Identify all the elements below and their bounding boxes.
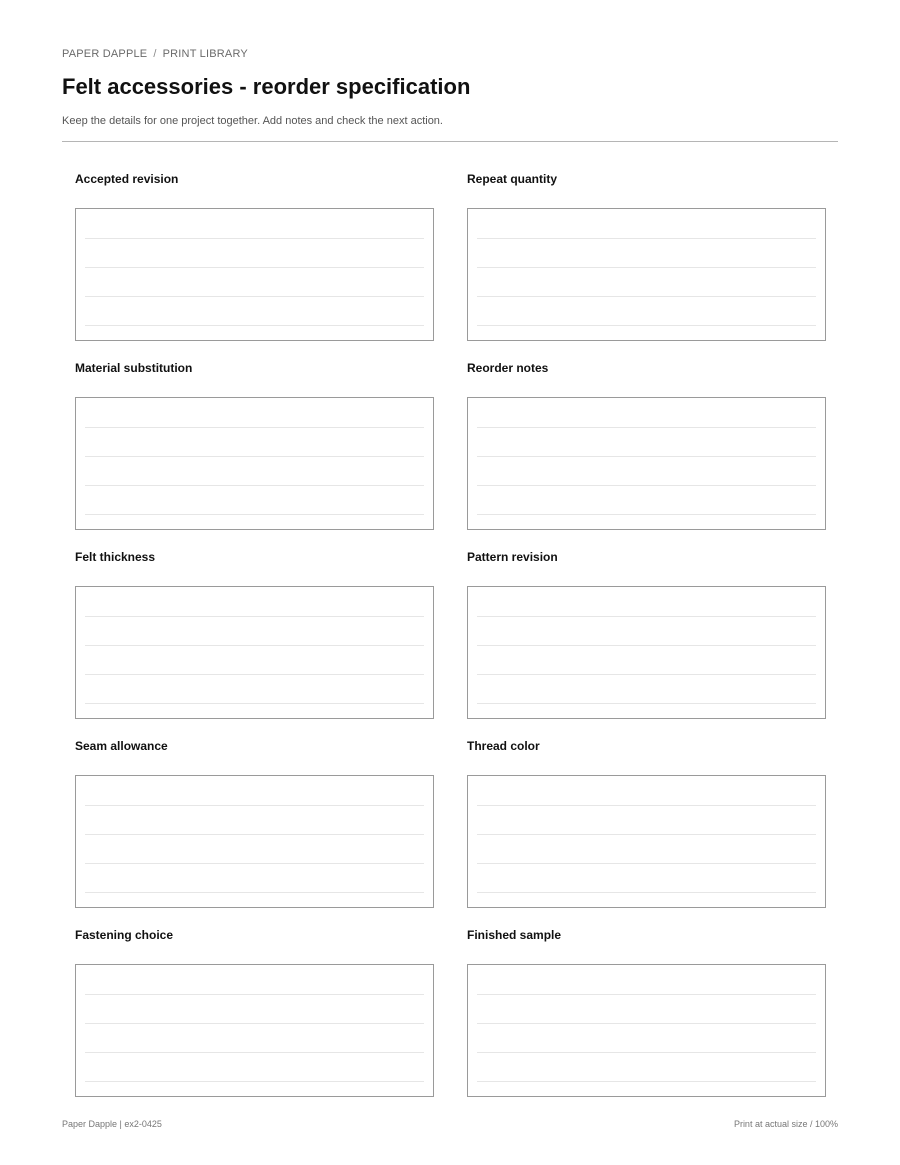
footer-brand-code: Paper Dapple | ex2-0425: [62, 1119, 162, 1129]
writing-line: [477, 863, 816, 864]
writing-line: [477, 805, 816, 806]
field-label: Felt thickness: [75, 550, 156, 564]
writing-line: [477, 834, 816, 835]
writing-line: [85, 1052, 424, 1053]
field-label: Repeat quantity: [467, 172, 558, 186]
field-writing-box[interactable]: [75, 208, 434, 341]
field-label: Reorder notes: [467, 361, 549, 375]
writing-line: [477, 645, 816, 646]
field-block: [467, 928, 826, 1097]
writing-line: [477, 1023, 816, 1024]
writing-line: [85, 1023, 424, 1024]
writing-line: [477, 456, 816, 457]
writing-line: [477, 1081, 816, 1082]
field-label: Material substitution: [75, 361, 193, 375]
fields-grid: [75, 172, 826, 1097]
field-writing-box[interactable]: [75, 964, 434, 1097]
writing-line: [85, 674, 424, 675]
writing-line: [85, 616, 424, 617]
page-title: Felt accessories - reorder specification: [62, 74, 471, 99]
writing-line: [85, 296, 424, 297]
writing-line: [85, 863, 424, 864]
field-writing-box[interactable]: [75, 775, 434, 908]
breadcrumb-section: PRINT LIBRARY: [162, 48, 248, 60]
field-label: Seam allowance: [75, 739, 168, 753]
writing-line: [477, 994, 816, 995]
writing-line: [477, 703, 816, 704]
field-writing-box[interactable]: [467, 586, 826, 719]
writing-line: [477, 325, 816, 326]
writing-line: [85, 994, 424, 995]
writing-line: [85, 485, 424, 486]
writing-line: [477, 296, 816, 297]
field-block: [467, 550, 826, 719]
writing-line: [85, 892, 424, 893]
writing-line: [477, 616, 816, 617]
writing-line: [85, 514, 424, 515]
field-writing-box[interactable]: [467, 775, 826, 908]
writing-line: [477, 427, 816, 428]
header-divider: [62, 141, 838, 142]
writing-line: [85, 456, 424, 457]
field-writing-box[interactable]: [75, 586, 434, 719]
writing-line: [477, 267, 816, 268]
writing-line: [85, 834, 424, 835]
writing-line: [85, 267, 424, 268]
writing-line: [477, 238, 816, 239]
field-writing-box[interactable]: [467, 397, 826, 530]
field-block: [75, 739, 434, 908]
writing-line: [85, 427, 424, 428]
footer-print-note: Print at actual size / 100%: [733, 1119, 838, 1129]
field-block: [75, 928, 434, 1097]
breadcrumb: [62, 48, 248, 60]
field-block: [467, 739, 826, 908]
field-label: Finished sample: [467, 928, 562, 942]
field-block: [467, 172, 826, 341]
field-writing-box[interactable]: [467, 208, 826, 341]
writing-line: [85, 325, 424, 326]
field-label: Fastening choice: [75, 928, 174, 942]
writing-line: [477, 514, 816, 515]
field-block: [75, 361, 434, 530]
writing-line: [85, 1081, 424, 1082]
writing-line: [477, 892, 816, 893]
writing-line: [85, 805, 424, 806]
field-label: Thread color: [467, 739, 540, 753]
breadcrumb-separator: /: [153, 48, 157, 60]
writing-line: [85, 645, 424, 646]
field-block: [75, 550, 434, 719]
field-label: Pattern revision: [467, 550, 558, 564]
field-block: [75, 172, 434, 341]
writing-line: [85, 703, 424, 704]
writing-line: [477, 1052, 816, 1053]
breadcrumb-brand: PAPER DAPPLE: [62, 48, 148, 60]
field-block: [467, 361, 826, 530]
field-writing-box[interactable]: [75, 397, 434, 530]
page-subtitle: Keep the details for one project together. Add notes and check the next action.: [62, 115, 443, 127]
writing-line: [477, 674, 816, 675]
writing-line: [477, 485, 816, 486]
field-label: Accepted revision: [75, 172, 179, 186]
writing-line: [85, 238, 424, 239]
field-writing-box[interactable]: [467, 964, 826, 1097]
